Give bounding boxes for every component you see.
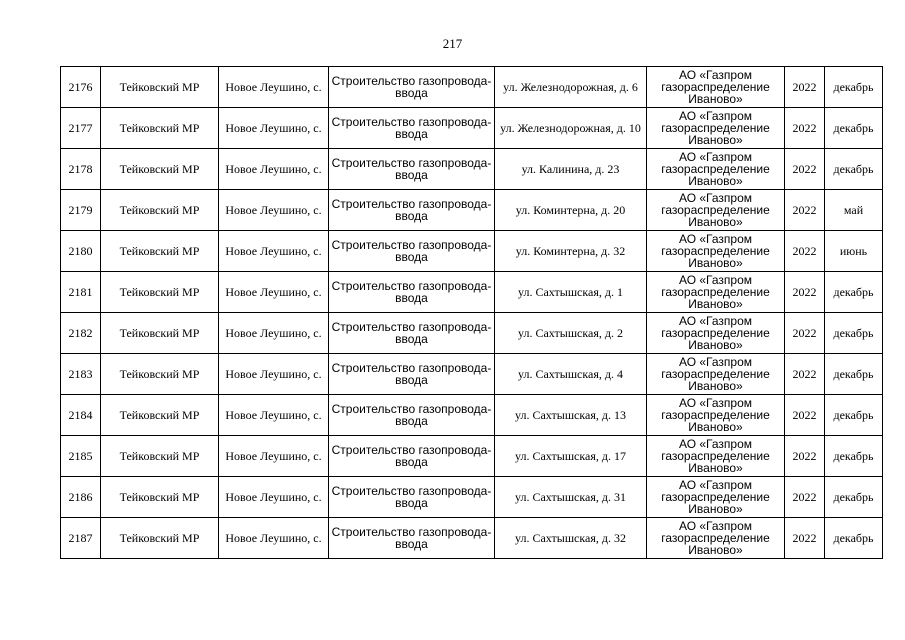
table-row: [61, 149, 883, 190]
month-cell: декабрь: [825, 354, 883, 395]
row-number-cell: 2177: [61, 108, 101, 149]
address-cell: ул. Сахтышская, д. 13: [495, 395, 647, 436]
organization-cell: АО «Газпром газораспределение Иваново»: [647, 436, 785, 477]
year-cell: 2022: [785, 272, 825, 313]
organization-cell: АО «Газпром газораспределение Иваново»: [647, 518, 785, 559]
settlement-cell: Новое Леушино, с.: [219, 354, 329, 395]
address-cell: ул. Сахтышская, д. 2: [495, 313, 647, 354]
settlement-cell: Новое Леушино, с.: [219, 477, 329, 518]
year-cell: 2022: [785, 67, 825, 108]
district-cell: Тейковский МР: [101, 149, 219, 190]
work-type-cell: Строительство газопровода-ввода: [329, 395, 495, 436]
year-cell: 2022: [785, 395, 825, 436]
month-cell: декабрь: [825, 518, 883, 559]
district-cell: Тейковский МР: [101, 477, 219, 518]
table-row: [61, 354, 883, 395]
address-cell: ул. Коминтерна, д. 32: [495, 231, 647, 272]
address-cell: ул. Сахтышская, д. 31: [495, 477, 647, 518]
year-cell: 2022: [785, 354, 825, 395]
address-cell: ул. Сахтышская, д. 4: [495, 354, 647, 395]
month-cell: декабрь: [825, 313, 883, 354]
settlement-cell: Новое Леушино, с.: [219, 436, 329, 477]
table-row: [61, 477, 883, 518]
address-cell: ул. Сахтышская, д. 1: [495, 272, 647, 313]
organization-cell: АО «Газпром газораспределение Иваново»: [647, 108, 785, 149]
year-cell: 2022: [785, 313, 825, 354]
work-type-cell: Строительство газопровода-ввода: [329, 436, 495, 477]
year-cell: 2022: [785, 518, 825, 559]
row-number-cell: 2176: [61, 67, 101, 108]
settlement-cell: Новое Леушино, с.: [219, 67, 329, 108]
district-cell: Тейковский МР: [101, 436, 219, 477]
row-number-cell: 2187: [61, 518, 101, 559]
organization-cell: АО «Газпром газораспределение Иваново»: [647, 231, 785, 272]
settlement-cell: Новое Леушино, с.: [219, 313, 329, 354]
year-cell: 2022: [785, 231, 825, 272]
address-cell: ул. Сахтышская, д. 32: [495, 518, 647, 559]
row-number-cell: 2181: [61, 272, 101, 313]
organization-cell: АО «Газпром газораспределение Иваново»: [647, 272, 785, 313]
address-cell: ул. Коминтерна, д. 20: [495, 190, 647, 231]
district-cell: Тейковский МР: [101, 518, 219, 559]
row-number-cell: 2179: [61, 190, 101, 231]
table-row: [61, 313, 883, 354]
settlement-cell: Новое Леушино, с.: [219, 149, 329, 190]
address-cell: ул. Калинина, д. 23: [495, 149, 647, 190]
work-type-cell: Строительство газопровода-ввода: [329, 108, 495, 149]
table-row: [61, 395, 883, 436]
settlement-cell: Новое Леушино, с.: [219, 231, 329, 272]
settlement-cell: Новое Леушино, с.: [219, 108, 329, 149]
organization-cell: АО «Газпром газораспределение Иваново»: [647, 395, 785, 436]
organization-cell: АО «Газпром газораспределение Иваново»: [647, 313, 785, 354]
month-cell: декабрь: [825, 395, 883, 436]
organization-cell: АО «Газпром газораспределение Иваново»: [647, 477, 785, 518]
month-cell: июнь: [825, 231, 883, 272]
work-type-cell: Строительство газопровода-ввода: [329, 272, 495, 313]
month-cell: декабрь: [825, 149, 883, 190]
row-number-cell: 2183: [61, 354, 101, 395]
work-type-cell: Строительство газопровода-ввода: [329, 313, 495, 354]
year-cell: 2022: [785, 477, 825, 518]
address-cell: ул. Сахтышская, д. 17: [495, 436, 647, 477]
work-type-cell: Строительство газопровода-ввода: [329, 190, 495, 231]
year-cell: 2022: [785, 149, 825, 190]
year-cell: 2022: [785, 436, 825, 477]
organization-cell: АО «Газпром газораспределение Иваново»: [647, 67, 785, 108]
work-type-cell: Строительство газопровода-ввода: [329, 354, 495, 395]
district-cell: Тейковский МР: [101, 354, 219, 395]
row-number-cell: 2180: [61, 231, 101, 272]
row-number-cell: 2185: [61, 436, 101, 477]
settlement-cell: Новое Леушино, с.: [219, 190, 329, 231]
row-number-cell: 2184: [61, 395, 101, 436]
row-number-cell: 2178: [61, 149, 101, 190]
page-number: 217: [442, 36, 463, 51]
year-cell: 2022: [785, 190, 825, 231]
gas-connection-table: [60, 66, 883, 559]
work-type-cell: Строительство газопровода-ввода: [329, 477, 495, 518]
month-cell: май: [825, 190, 883, 231]
district-cell: Тейковский МР: [101, 272, 219, 313]
row-number-cell: 2182: [61, 313, 101, 354]
organization-cell: АО «Газпром газораспределение Иваново»: [647, 354, 785, 395]
district-cell: Тейковский МР: [101, 67, 219, 108]
month-cell: декабрь: [825, 272, 883, 313]
table-row: [61, 518, 883, 559]
district-cell: Тейковский МР: [101, 190, 219, 231]
month-cell: декабрь: [825, 108, 883, 149]
district-cell: Тейковский МР: [101, 108, 219, 149]
organization-cell: АО «Газпром газораспределение Иваново»: [647, 190, 785, 231]
work-type-cell: Строительство газопровода-ввода: [329, 67, 495, 108]
settlement-cell: Новое Леушино, с.: [219, 272, 329, 313]
organization-cell: АО «Газпром газораспределение Иваново»: [647, 149, 785, 190]
table-body: [61, 67, 883, 559]
year-cell: 2022: [785, 108, 825, 149]
table-row: [61, 436, 883, 477]
month-cell: декабрь: [825, 67, 883, 108]
table-row: [61, 190, 883, 231]
work-type-cell: Строительство газопровода-ввода: [329, 231, 495, 272]
row-number-cell: 2186: [61, 477, 101, 518]
settlement-cell: Новое Леушино, с.: [219, 518, 329, 559]
settlement-cell: Новое Леушино, с.: [219, 395, 329, 436]
address-cell: ул. Железнодорожная, д. 6: [495, 67, 647, 108]
district-cell: Тейковский МР: [101, 395, 219, 436]
district-cell: Тейковский МР: [101, 313, 219, 354]
table-row: [61, 108, 883, 149]
district-cell: Тейковский МР: [101, 231, 219, 272]
work-type-cell: Строительство газопровода-ввода: [329, 518, 495, 559]
table-row: [61, 231, 883, 272]
month-cell: декабрь: [825, 477, 883, 518]
address-cell: ул. Железнодорожная, д. 10: [495, 108, 647, 149]
table-row: [61, 67, 883, 108]
table-row: [61, 272, 883, 313]
month-cell: декабрь: [825, 436, 883, 477]
work-type-cell: Строительство газопровода-ввода: [329, 149, 495, 190]
